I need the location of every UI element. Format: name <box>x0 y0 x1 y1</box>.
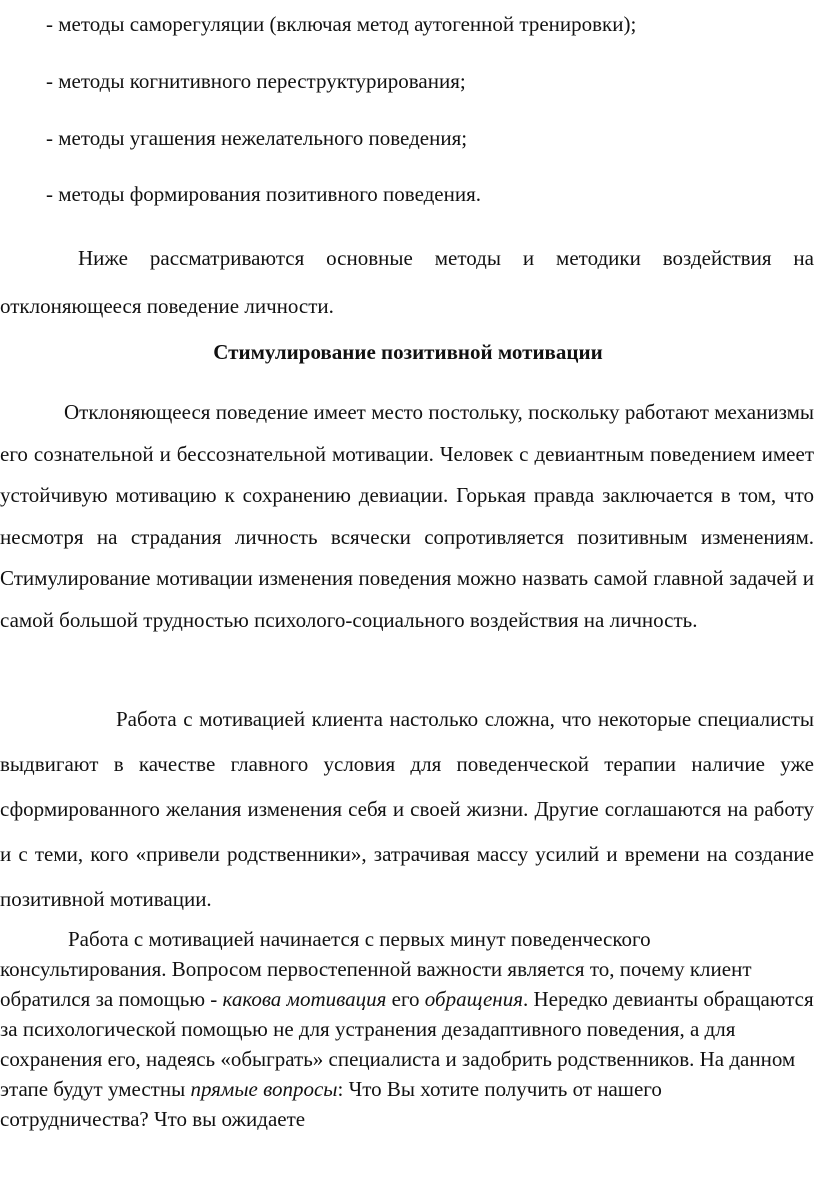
paragraph-deviant-motivation: Отклоняющееся поведение имеет место постольку, поскольку работают механизмы его сознательной и бессознательной мотивации. Человек с девиантным поведением имеет устойчивую мотивацию к сохранению девиации. Горькая правда заключается в том, что несмотря на страдания личность всячески сопротивляется позитивным изменениям. Стимулирование мотивации изменения поведения можно назвать самой главной задачей и самой большой трудностью психолого-социального воздействия на личность. <box>0 400 814 632</box>
paragraph3-text-4: : Что Вы хотите получить от нашего сотрудничества? Что вы ожидаете <box>0 1077 662 1131</box>
paragraph3-text-1: Работа с мотивацией начинается с первых минут поведенческого консультирования. Вопросом первостепенной важности является то, почему клиент обратился за помощью - <box>0 927 752 1011</box>
list-item-positive-behavior: - методы формирования позитивного поведения. <box>46 182 482 206</box>
section-heading: Стимулирование позитивной мотивации <box>213 340 603 364</box>
paragraph3-italic-direct-questions: прямые вопросы <box>190 1077 338 1101</box>
list-item-self-regulation: - методы саморегуляции (включая метод аутогенной тренировки); <box>46 12 637 36</box>
paragraph3-italic-motivation: какова мотивация <box>222 987 387 1011</box>
intro-paragraph: Ниже рассматриваются основные методы и методики воздействия на отклоняющееся поведение личности. <box>0 246 814 318</box>
list-item-extinction: - методы угашения нежелательного поведения; <box>46 126 468 150</box>
paragraph-counseling-start <box>0 924 814 1134</box>
paragraph3-italic-appeal: обращения <box>424 987 523 1011</box>
paragraph3-text-2: его <box>386 987 425 1011</box>
paragraph-client-motivation: Работа с мотивацией клиента настолько сложна, что некоторые специалисты выдвигают в качестве главного условия для поведенческой терапии наличие уже сформированного желания изменения себя и своей жизни. Другие соглашаются на работу и с теми, кого «привели родственники», затрачивая массу усилий и времени на создание позитивной мотивации. <box>0 707 814 911</box>
list-item-cognitive-restructuring: - методы когнитивного переструктурирования; <box>46 69 466 93</box>
paragraph3-text-3: . Нередко девианты обращаются за психологической помощью не для устранения дезадаптивного поведения, а для сохранения его, надеясь «обыграть» специалиста и задобрить родственников. На данном этапе будут уместны <box>0 987 814 1101</box>
